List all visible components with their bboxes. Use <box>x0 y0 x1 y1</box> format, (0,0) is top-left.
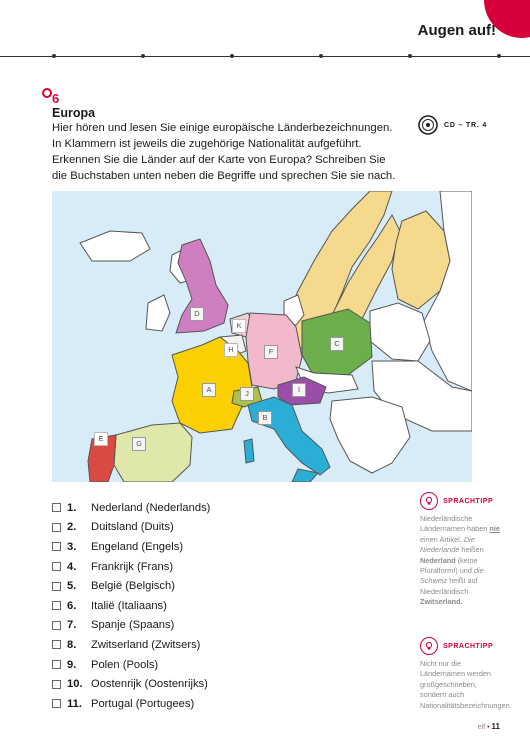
header-rule <box>0 56 530 57</box>
answer-checkbox[interactable] <box>52 582 61 591</box>
rule-dot <box>52 54 56 58</box>
footer-brand: elf <box>477 724 486 731</box>
list-item <box>52 596 352 616</box>
page-footer: elf • 11 <box>477 722 500 731</box>
europe-map <box>52 191 472 482</box>
europe-map-svg <box>52 191 472 482</box>
list-item <box>52 537 352 557</box>
rule-dot <box>230 54 234 58</box>
answer-checkbox[interactable] <box>52 680 61 689</box>
map-label-a: A <box>202 383 216 397</box>
map-label-f: F <box>264 345 278 359</box>
item-number: 10. <box>67 678 83 691</box>
tip-text: Nicht nur die Ländernamen werden großgeschrieben, sondern auch Nationalitätsbezeichnungen. <box>420 659 512 710</box>
map-label-h: H <box>224 343 238 357</box>
item-text: Duitsland (Duits) <box>91 521 174 534</box>
answer-checkbox[interactable] <box>52 601 61 610</box>
item-text: Engeland (Engels) <box>91 540 184 553</box>
map-label-k: K <box>232 319 246 333</box>
item-number: 1. <box>67 501 77 514</box>
language-tip-1 <box>420 492 500 608</box>
item-number: 11. <box>67 697 82 710</box>
item-text: Italië (Italiaans) <box>91 599 167 612</box>
answer-checkbox[interactable] <box>52 699 61 708</box>
cd-icon <box>418 115 438 135</box>
item-number: 3. <box>67 540 77 553</box>
list-item <box>52 576 352 596</box>
list-item <box>52 655 352 675</box>
exercise-title: Europa <box>52 106 96 120</box>
list-item <box>52 694 352 714</box>
item-text: Oostenrijk (Oostenrijks) <box>91 678 208 691</box>
answer-checkbox[interactable] <box>52 562 61 571</box>
list-item <box>52 635 352 655</box>
lightbulb-icon <box>420 637 438 655</box>
answer-checkbox[interactable] <box>52 640 61 649</box>
page-section-title: Augen auf! <box>417 22 496 39</box>
answer-checkbox[interactable] <box>52 621 61 630</box>
item-text: Nederland (Nederlands) <box>91 501 211 514</box>
exercise-marker-icon <box>42 88 52 98</box>
item-number: 2. <box>67 521 77 534</box>
language-tip-2 <box>420 637 512 711</box>
lightbulb-icon <box>420 492 438 510</box>
map-label-i: I <box>292 383 306 397</box>
exercise-instruction: Hier hören und lesen Sie einige europäische Länderbezeichnungen. In Klammern ist jeweils die zugehörige Nationalität aufgeführt. Erkennen Sie die Länder auf der Karte von Europa? Schreiben Sie die Buchstaben unten neben die Begriffe und sprechen Sie sie nach. <box>52 122 396 182</box>
rule-dot <box>408 54 412 58</box>
item-text: Polen (Pools) <box>91 658 159 671</box>
item-number: 6. <box>67 599 77 612</box>
list-item <box>52 674 352 694</box>
exercise-number: 6 <box>52 91 60 106</box>
list-item <box>52 498 352 518</box>
answer-checkbox[interactable] <box>52 503 61 512</box>
item-text: Spanje (Spaans) <box>91 619 175 632</box>
map-label-b: B <box>258 411 272 425</box>
item-text: België (Belgisch) <box>91 580 175 593</box>
rule-dot <box>497 54 501 58</box>
tip-label: SPRACHTIPP <box>443 497 494 505</box>
country-list <box>52 498 352 714</box>
item-number: 8. <box>67 638 77 651</box>
map-label-g: G <box>132 437 146 451</box>
item-number: 9. <box>67 658 77 671</box>
answer-checkbox[interactable] <box>52 660 61 669</box>
tip-text: Niederländische Ländernamen haben nie einen Artikel. Die Niederlande heißen Nederland (keine Pluralform!) und die Schweiz heißt auf Niederländisch Zwitserland. <box>420 514 500 607</box>
answer-checkbox[interactable] <box>52 542 61 551</box>
map-label-c: C <box>330 337 344 351</box>
item-number: 4. <box>67 560 77 573</box>
list-item <box>52 616 352 636</box>
answer-checkbox[interactable] <box>52 523 61 532</box>
page-number: 11 <box>491 722 500 731</box>
cd-track-reference[interactable] <box>418 115 518 137</box>
rule-dot <box>319 54 323 58</box>
map-label-j: J <box>240 387 254 401</box>
cd-label: CD – TR. 4 <box>444 122 488 129</box>
tip-label: SPRACHTIPP <box>443 642 494 650</box>
map-label-e: E <box>94 432 108 446</box>
list-item <box>52 518 352 538</box>
item-number: 7. <box>67 619 77 632</box>
item-text: Frankrijk (Frans) <box>91 560 174 573</box>
item-text: Portugal (Portugees) <box>91 697 195 710</box>
map-label-d: D <box>190 307 204 321</box>
rule-dot <box>141 54 145 58</box>
item-text: Zwitserland (Zwitsers) <box>91 638 201 651</box>
list-item <box>52 557 352 577</box>
item-number: 5. <box>67 580 77 593</box>
